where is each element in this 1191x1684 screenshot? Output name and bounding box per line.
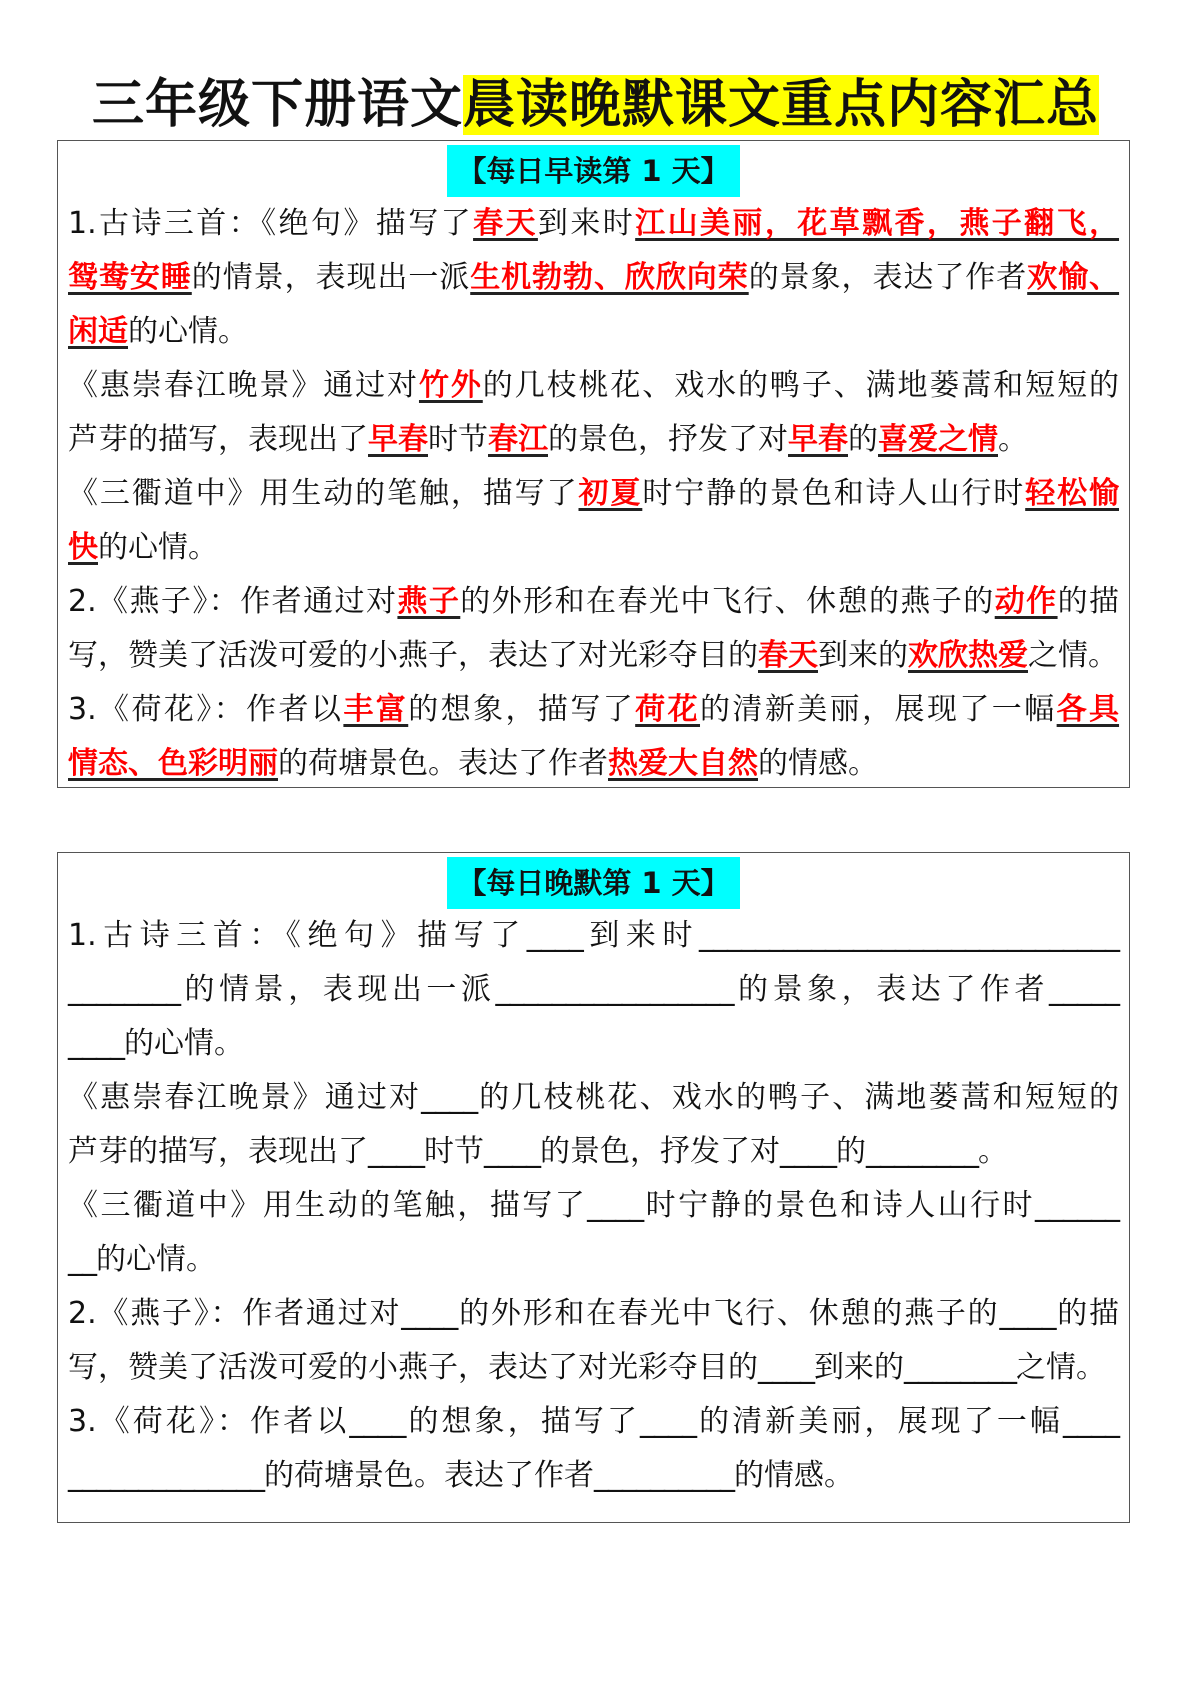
fill-blank[interactable]: ____ [484,1134,540,1169]
answer-text: 初夏 [578,476,643,511]
body-text: 时节 [424,1134,484,1169]
answer-text: 欢欣热爱 [908,638,1028,673]
body-text: 写，赞美了活泼可爱的小燕子，表达了对光彩夺目的 [68,1350,758,1385]
title-highlight: 晨读晚默课文重点内容汇总 [463,75,1100,135]
evening-dictation-content [68,909,1119,1503]
text-line [68,1071,1119,1125]
text-line [68,467,1119,521]
answer-text: 早春 [368,422,428,457]
paragraph [68,683,1119,791]
body-text: 到来的 [818,638,908,673]
answer-text: 闲适 [68,314,128,349]
text-line [68,1179,1119,1233]
fill-blank[interactable]: ______ [1035,1188,1119,1223]
body-text: 《三衢道中》用生动的笔触，描写了 [68,1188,588,1223]
fill-blank[interactable]: ____ [587,1188,644,1223]
body-text: 时宁静的景色和诗人山行时 [642,476,1026,511]
answer-text: 喜爱之情 [878,422,998,457]
fill-blank[interactable]: ____ [349,1404,406,1439]
body-text: 2.《燕子》：作者通过对 [68,584,398,619]
body-text: 2.《燕子》：作者通过对 [68,1296,402,1331]
body-text: 的心情。 [96,1242,216,1277]
text-line [68,359,1119,413]
fill-blank[interactable]: ____ [640,1404,697,1439]
answer-text: 快 [68,530,98,565]
body-text: 的情景，表现出一派 [191,260,471,295]
body-text: 1.古诗三首：《绝句》描写了 [68,206,474,241]
paragraph [68,1287,1119,1395]
text-line [68,683,1119,737]
body-text: 的描 [1057,584,1120,619]
body-text: 之情。 [1028,638,1118,673]
title-plain: 三年级下册语文 [91,75,463,135]
answer-text: 荷花 [635,692,701,727]
fill-blank[interactable]: ____ [780,1134,836,1169]
text-line [68,575,1119,629]
text-line [68,963,1119,1017]
body-text: 。 [998,422,1028,457]
body-text: 的 [848,422,878,457]
body-text: 的外形和在春光中飞行、休憩的燕子的 [460,584,995,619]
body-text: 的想象，描写了 [408,692,636,727]
body-text: 到来时 [537,206,636,241]
answer-text: 欢愉、 [1027,260,1120,295]
body-text: 《三衢道中》用生动的笔触，描写了 [68,476,579,511]
text-line [68,413,1119,467]
fill-blank[interactable]: __ [68,1242,96,1277]
answer-text: 情态、色彩明丽 [68,746,278,781]
answer-text: 燕子 [397,584,461,619]
answer-text: 丰富 [343,692,409,727]
evening-dictation-box [57,852,1130,1523]
evening-dictation-tag: 【每日晚默第 1 天】 [447,857,739,909]
text-line [68,909,1119,963]
body-text: 《惠崇春江晚景》通过对 [68,1080,422,1115]
morning-reading-content [68,197,1119,791]
answer-text: 热爱大自然 [608,746,758,781]
body-text: 的清新美丽，展现了一幅 [696,1404,1064,1439]
body-text: 的景象，表达了作者 [748,260,1028,295]
body-text: 的景色，抒发了对 [548,422,788,457]
answer-text: 江山美丽，花草飘香，燕子翻飞， [635,206,1120,241]
answer-text: 动作 [994,584,1058,619]
paragraph [68,1395,1119,1503]
body-text: 的景象，表达了作者 [733,972,1049,1007]
answer-text: 轻松愉 [1025,476,1119,511]
paragraph [68,1071,1119,1179]
paragraph [68,197,1119,359]
body-text: 的几枝桃花、戏水的鸭子、满地蒌蒿和短短的 [482,368,1119,403]
body-text: 的情景，表现出一派 [180,972,496,1007]
body-text: 的心情。 [128,314,248,349]
text-line [68,1341,1119,1395]
answer-text: 春天 [473,206,538,241]
text-line [68,197,1119,251]
body-text: 《惠崇春江晚景》通过对 [68,368,419,403]
paragraph [68,909,1119,1071]
fill-blank[interactable]: ________ [904,1350,1016,1385]
fill-blank[interactable]: ________ [68,972,180,1007]
answer-text: 鸳鸯安睡 [68,260,192,295]
fill-blank[interactable]: ____ [1063,1404,1120,1439]
body-text: 3.《荷花》：作者以 [68,1404,350,1439]
answer-text: 各具 [1056,692,1120,727]
body-text: 1.古诗三首：《绝句》描写了 [68,918,527,953]
fill-blank[interactable]: ______________________________ [699,918,1120,953]
fill-blank[interactable]: ________ [866,1134,978,1169]
text-line [68,305,1119,359]
fill-blank[interactable]: _________________ [495,972,734,1007]
body-text: 3.《荷花》：作者以 [68,692,344,727]
text-line [68,1233,1119,1287]
fill-blank[interactable]: ____ [68,1026,124,1061]
answer-text: 早春 [788,422,848,457]
fill-blank[interactable]: ____ [526,918,583,953]
body-text: 的心情。 [124,1026,244,1061]
body-text: 芦芽的描写，表现出了 [68,1134,368,1169]
text-line [68,1125,1119,1179]
body-text: 的外形和在春光中飞行、休憩的燕子的 [457,1296,1000,1331]
fill-blank[interactable]: ____ [401,1296,458,1331]
body-text: 时宁静的景色和诗人山行时 [643,1188,1035,1223]
body-text: 时节 [428,422,488,457]
fill-blank[interactable]: __________ [594,1458,734,1493]
morning-reading-tag: 【每日早读第 1 天】 [447,145,739,197]
body-text: 的心情。 [98,530,218,565]
fill-blank[interactable]: _____ [1049,972,1119,1007]
text-line [68,737,1119,791]
text-line [68,629,1119,683]
paragraph [68,359,1119,467]
body-text: 的情感。 [758,746,878,781]
answer-text: 生机勃勃、欣欣向荣 [470,260,749,295]
text-line [68,1017,1119,1071]
body-text: 的荷塘景色。表达了作者 [264,1458,594,1493]
answer-text: 竹外 [418,368,483,403]
answer-text: 春天 [758,638,818,673]
body-text: 的清新美丽，展现了一幅 [700,692,1057,727]
text-line [68,1287,1119,1341]
fill-blank[interactable]: ____ [999,1296,1056,1331]
body-text: 写，赞美了活泼可爱的小燕子，表达了对光彩夺目的 [68,638,758,673]
body-text: 。 [978,1134,1008,1169]
body-text: 的荷塘景色。表达了作者 [278,746,608,781]
page-title [0,62,1191,137]
body-text: 的 [836,1134,866,1169]
fill-blank[interactable]: ____ [421,1080,478,1115]
text-line [68,521,1119,575]
paragraph [68,1179,1119,1287]
body-text: 的情感。 [734,1458,854,1493]
paragraph [68,467,1119,575]
body-text: 到来时 [582,918,700,953]
body-text: 到来的 [814,1350,904,1385]
body-text: 的景色，抒发了对 [540,1134,780,1169]
text-line [68,251,1119,305]
text-line [68,1449,1119,1503]
body-text: 芦芽的描写，表现出了 [68,422,368,457]
body-text: 的几枝桃花、戏水的鸭子、满地蒌蒿和短短的 [477,1080,1120,1115]
fill-blank[interactable]: ____ [758,1350,814,1385]
text-line [68,1395,1119,1449]
answer-text: 春江 [488,422,548,457]
body-text: 的想象，描写了 [405,1404,641,1439]
fill-blank[interactable]: ______________ [68,1458,264,1493]
body-text: 之情。 [1016,1350,1106,1385]
paragraph [68,575,1119,683]
body-text: 的描 [1055,1296,1120,1331]
fill-blank[interactable]: ____ [368,1134,424,1169]
morning-reading-box [57,140,1130,788]
